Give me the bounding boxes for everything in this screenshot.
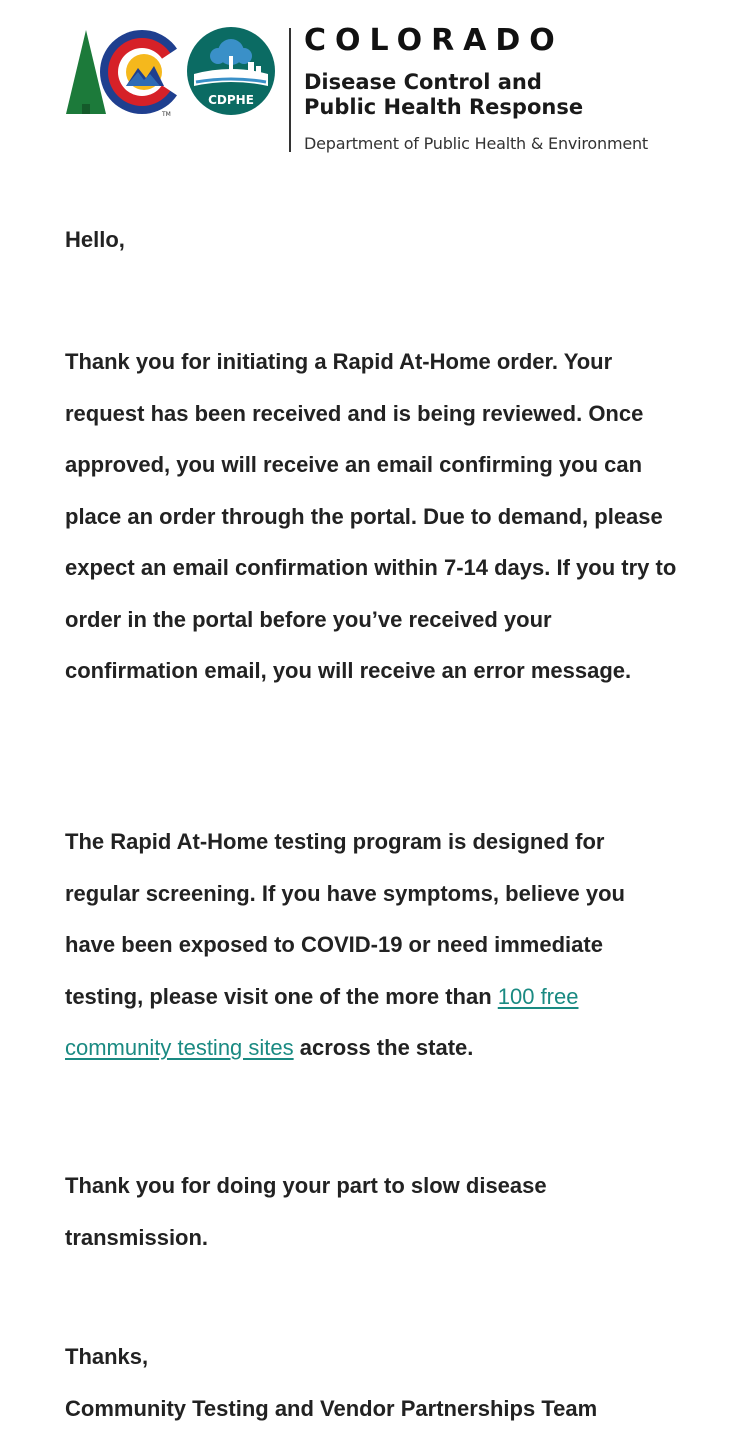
closing: Thanks, xyxy=(65,1344,149,1369)
state-name: COLORADO xyxy=(304,23,564,58)
community-testing-sites-link[interactable]: 100 free community testing sites xyxy=(65,983,579,1060)
svg-text:TM: TM xyxy=(162,111,171,118)
testing-program-text: The Rapid At-Home testing program is designed for regular screening. If you have symptoms, believe you have been exposed to COVID-19 or need immediate testing, please visit one of the more than xyxy=(65,829,625,1009)
testing-program-paragraph xyxy=(65,816,680,1074)
greeting: Hello, xyxy=(65,227,125,252)
signoff xyxy=(65,1331,680,1434)
testing-program-text-end: across the state. xyxy=(293,1035,474,1060)
order-received-paragraph: Thank you for initiating a Rapid At-Home order. Your request has been received and is being reviewed. Once approved, you will receive an email confirming you can place an order through the portal. Due to demand, please expect an email confirmation within 7-14 days. If you try to order in the portal before you’ve received your confirmation email, you will receive an error message. xyxy=(65,349,677,683)
division-line-2: Public Health Response xyxy=(304,95,584,119)
division-name xyxy=(304,70,674,120)
colorado-logo-icon xyxy=(64,26,182,118)
signature: Community Testing and Vendor Partnerships Team xyxy=(65,1395,598,1421)
email-header xyxy=(64,24,674,158)
logo-divider xyxy=(289,28,291,152)
thank-you-paragraph: Thank you for doing your part to slow disease transmission. xyxy=(65,1173,547,1250)
cdphe-badge-icon xyxy=(186,26,276,116)
cdphe-badge-text: CDPHE xyxy=(208,93,254,107)
brand-block xyxy=(304,24,674,154)
division-line-1: Disease Control and xyxy=(304,70,542,94)
department-name: Department of Public Health & Environment xyxy=(304,134,649,153)
